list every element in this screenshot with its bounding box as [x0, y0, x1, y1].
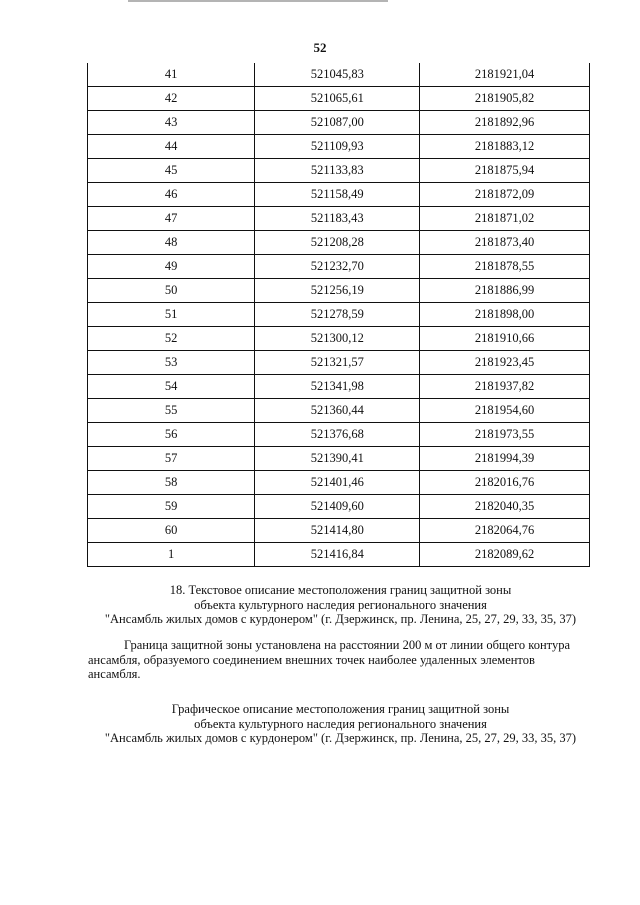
- table-row: [88, 183, 590, 207]
- table-row: [88, 423, 590, 447]
- y-coordinate-cell: 2181905,82: [420, 87, 590, 111]
- x-coordinate-cell: 521278,59: [255, 303, 420, 327]
- y-coordinate-cell: 2181892,96: [420, 111, 590, 135]
- table-row: [88, 63, 590, 87]
- table-row: [88, 495, 590, 519]
- section-18-body-line: ансамбля, образуемого соединением внешних точек наиболее удаленных элементов: [88, 652, 535, 667]
- point-number-cell: 42: [88, 87, 255, 111]
- point-number-cell: 49: [88, 255, 255, 279]
- y-coordinate-cell: 2181883,12: [420, 135, 590, 159]
- table-row: [88, 135, 590, 159]
- section-18-body-line: ансамбля.: [88, 667, 141, 681]
- point-number-cell: 41: [88, 63, 255, 87]
- table-row: [88, 327, 590, 351]
- table-row: [88, 279, 590, 303]
- x-coordinate-cell: 521409,60: [255, 495, 420, 519]
- x-coordinate-cell: 521401,46: [255, 471, 420, 495]
- y-coordinate-cell: 2181994,39: [420, 447, 590, 471]
- y-coordinate-cell: 2181886,99: [420, 279, 590, 303]
- point-number-cell: 54: [88, 375, 255, 399]
- graphic-heading-line: "Ансамбль жилых домов с курдонером" (г. Дзержинск, пр. Ленина, 25, 27, 29, 33, 35, 37): [104, 731, 577, 745]
- section-18-body-line: Граница защитной зоны установлена на расстоянии 200 м от линии общего контура: [124, 638, 571, 652]
- x-coordinate-cell: 521321,57: [255, 351, 420, 375]
- y-coordinate-cell: 2181898,00: [420, 303, 590, 327]
- x-coordinate-cell: 521376,68: [255, 423, 420, 447]
- y-coordinate-cell: 2182016,76: [420, 471, 590, 495]
- table-row: [88, 447, 590, 471]
- point-number-cell: 53: [88, 351, 255, 375]
- table-row: [88, 159, 590, 183]
- point-number-cell: 51: [88, 303, 255, 327]
- table-row: [88, 471, 590, 495]
- table-row: [88, 303, 590, 327]
- x-coordinate-cell: 521208,28: [255, 231, 420, 255]
- point-number-cell: 47: [88, 207, 255, 231]
- point-number-cell: 55: [88, 399, 255, 423]
- point-number-cell: 48: [88, 231, 255, 255]
- table-row: [88, 519, 590, 543]
- graphic-heading-line: объекта культурного наследия регионального значения: [194, 716, 487, 731]
- graphic-description-heading: [88, 702, 593, 746]
- section-18-heading-line: "Ансамбль жилых домов с курдонером" (г. Дзержинск, пр. Ленина, 25, 27, 29, 33, 35, 37): [104, 612, 577, 626]
- table-row: [88, 87, 590, 111]
- x-coordinate-cell: 521045,83: [255, 63, 420, 87]
- section-18-heading-line: 18. Текстовое описание местоположения границ защитной зоны: [169, 583, 512, 597]
- y-coordinate-cell: 2181937,82: [420, 375, 590, 399]
- y-coordinate-cell: 2181875,94: [420, 159, 590, 183]
- y-coordinate-cell: 2181872,09: [420, 183, 590, 207]
- y-coordinate-cell: 2181910,66: [420, 327, 590, 351]
- y-coordinate-cell: 2181954,60: [420, 399, 590, 423]
- point-number-cell: 45: [88, 159, 255, 183]
- y-coordinate-cell: 2181921,04: [420, 63, 590, 87]
- point-number-cell: 60: [88, 519, 255, 543]
- point-number-cell: 50: [88, 279, 255, 303]
- table-row: [88, 231, 590, 255]
- y-coordinate-cell: 2181923,45: [420, 351, 590, 375]
- point-number-cell: 1: [88, 543, 255, 567]
- point-number-cell: 43: [88, 111, 255, 135]
- point-number-cell: 58: [88, 471, 255, 495]
- x-coordinate-cell: 521300,12: [255, 327, 420, 351]
- point-number-cell: 46: [88, 183, 255, 207]
- table-row: [88, 399, 590, 423]
- point-number-cell: 59: [88, 495, 255, 519]
- table-row: [88, 375, 590, 399]
- x-coordinate-cell: 521390,41: [255, 447, 420, 471]
- point-number-cell: 57: [88, 447, 255, 471]
- scan-top-mark: [128, 0, 388, 6]
- x-coordinate-cell: 521256,19: [255, 279, 420, 303]
- y-coordinate-cell: 2182064,76: [420, 519, 590, 543]
- point-number-cell: 52: [88, 327, 255, 351]
- page-number: 52: [313, 40, 327, 55]
- y-coordinate-cell: 2182040,35: [420, 495, 590, 519]
- y-coordinate-cell: 2181873,40: [420, 231, 590, 255]
- x-coordinate-cell: 521183,43: [255, 207, 420, 231]
- x-coordinate-cell: 521087,00: [255, 111, 420, 135]
- x-coordinate-cell: 521065,61: [255, 87, 420, 111]
- coordinates-table: [87, 63, 590, 567]
- x-coordinate-cell: 521341,98: [255, 375, 420, 399]
- x-coordinate-cell: 521133,83: [255, 159, 420, 183]
- graphic-heading-line: Графическое описание местоположения границ защитной зоны: [171, 702, 510, 716]
- table-row: [88, 255, 590, 279]
- section-18-body: [88, 638, 593, 682]
- table-row: [88, 543, 590, 567]
- y-coordinate-cell: 2181871,02: [420, 207, 590, 231]
- table-row: [88, 207, 590, 231]
- x-coordinate-cell: 521109,93: [255, 135, 420, 159]
- x-coordinate-cell: 521232,70: [255, 255, 420, 279]
- y-coordinate-cell: 2181878,55: [420, 255, 590, 279]
- section-18-heading-line: объекта культурного наследия регионального значения: [194, 597, 487, 612]
- table-row: [88, 111, 590, 135]
- x-coordinate-cell: 521416,84: [255, 543, 420, 567]
- coordinates-table-body: [88, 63, 590, 567]
- table-row: [88, 351, 590, 375]
- y-coordinate-cell: 2181973,55: [420, 423, 590, 447]
- x-coordinate-cell: 521414,80: [255, 519, 420, 543]
- point-number-cell: 56: [88, 423, 255, 447]
- section-18-heading: [88, 583, 593, 627]
- x-coordinate-cell: 521360,44: [255, 399, 420, 423]
- point-number-cell: 44: [88, 135, 255, 159]
- x-coordinate-cell: 521158,49: [255, 183, 420, 207]
- y-coordinate-cell: 2182089,62: [420, 543, 590, 567]
